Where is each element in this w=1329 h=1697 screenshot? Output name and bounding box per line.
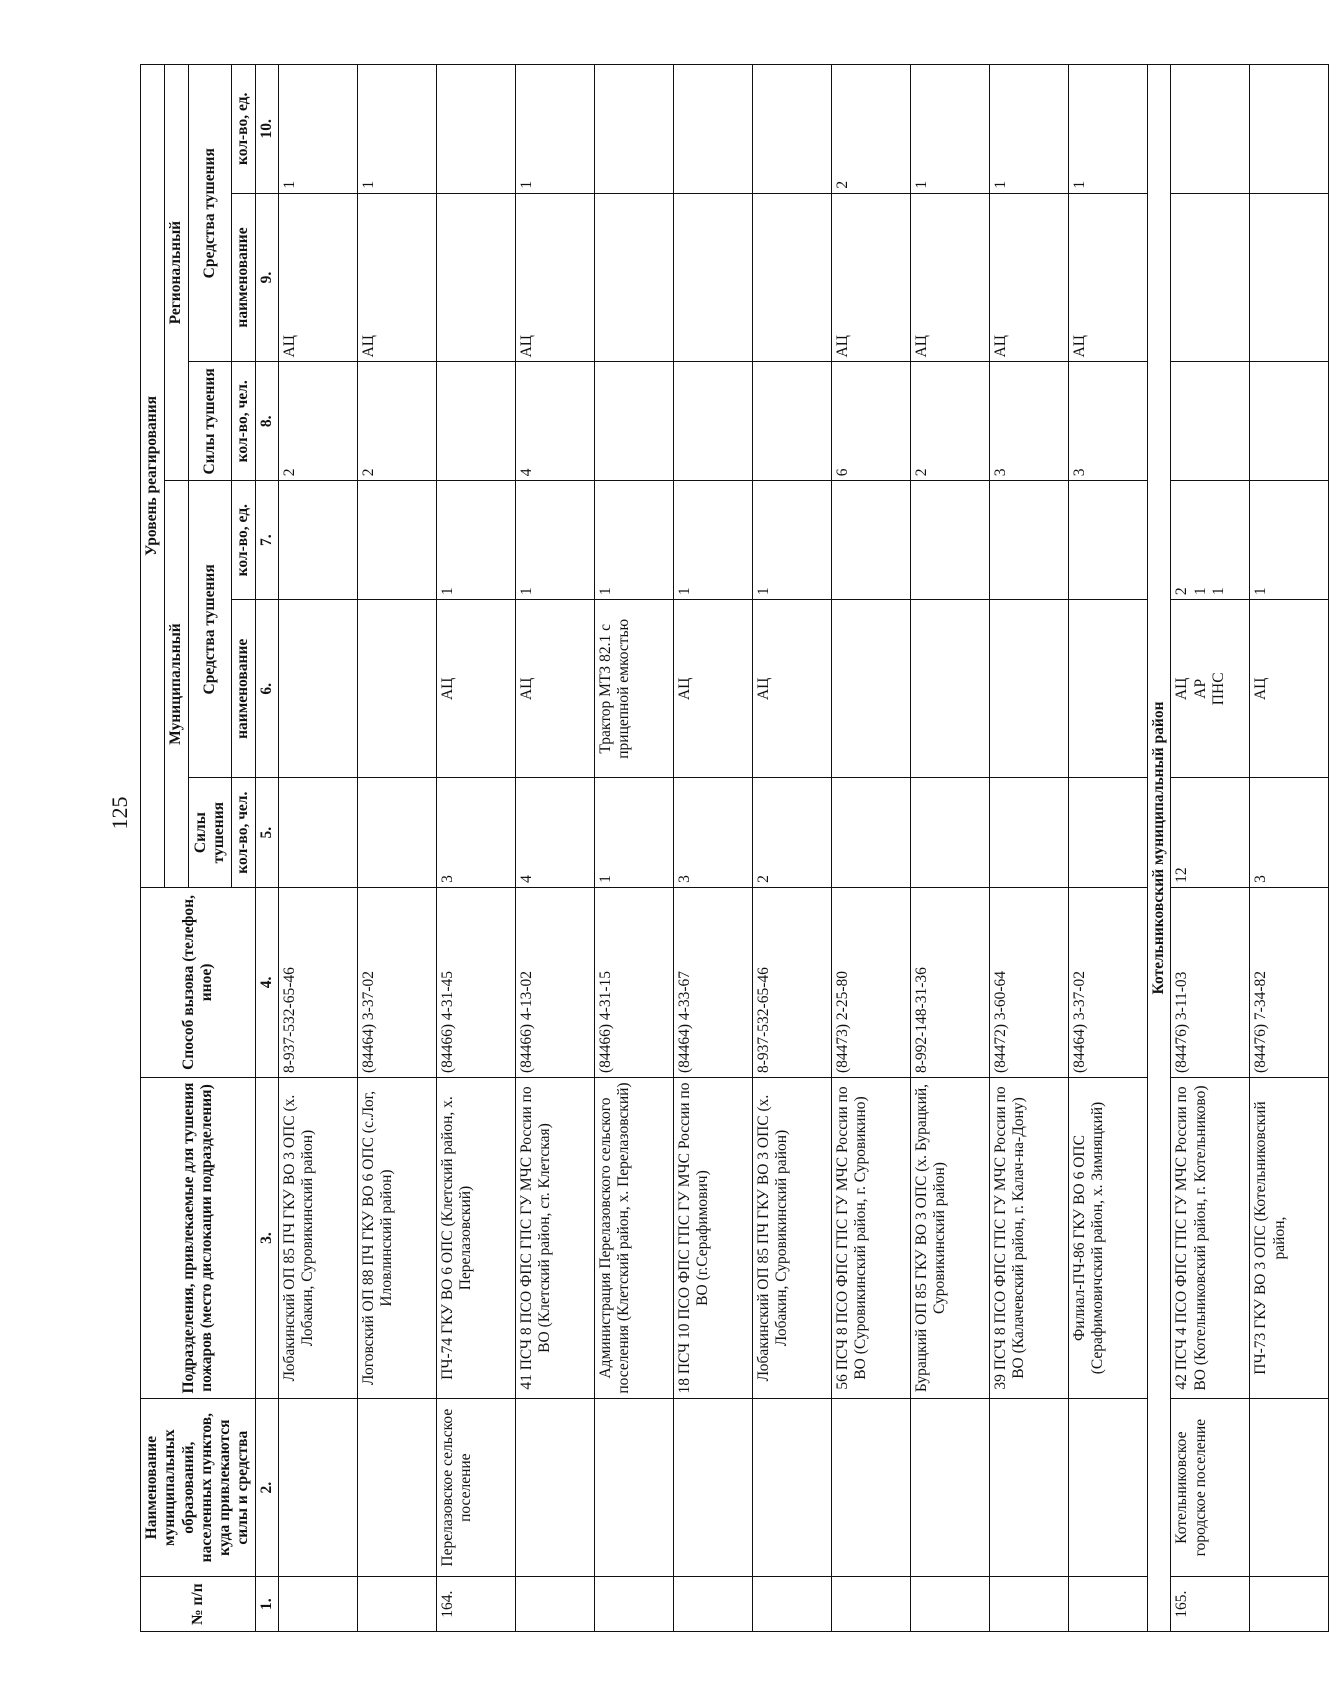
cell-mun	[673, 1399, 752, 1577]
cell-m-forces	[989, 778, 1068, 887]
cell-m-qty	[910, 481, 989, 600]
cell-m-qty: 1	[752, 481, 831, 600]
table-row	[594, 65, 673, 1632]
cell-r-name	[752, 193, 831, 362]
cell-m-forces: 2	[752, 778, 831, 887]
cell-m-name	[910, 600, 989, 778]
cell-unit: 42 ПСЧ 4 ПСО ФПС ГПС ГУ МЧС России по ВО (Котельниковский район, г. Котельниково)	[1171, 1078, 1250, 1399]
cell-mun	[357, 1399, 436, 1577]
cell-call: 8-937-532-65-46	[278, 887, 357, 1077]
table-row	[278, 65, 357, 1632]
cell-r-name: АЦ	[989, 193, 1068, 362]
cell-r-name	[1171, 193, 1250, 362]
cell-r-qty	[752, 65, 831, 194]
cell-r-name	[436, 193, 515, 362]
cell-m-name	[278, 600, 357, 778]
header-m-forces: Силы тушения	[188, 778, 231, 887]
cell-m-qty	[278, 481, 357, 600]
table-body-part-1	[278, 65, 1147, 1632]
cell-mun	[1068, 1399, 1147, 1577]
colnum-7: 7.	[255, 481, 278, 600]
cell-r-qty: 1	[515, 65, 594, 194]
cell-m-qty	[357, 481, 436, 600]
cell-unit: 56 ПСЧ 8 ПСО ФПС ГПС ГУ МЧС России по ВО (Суровикинский район, г. Суровикино)	[831, 1078, 910, 1399]
cell-no	[515, 1577, 594, 1632]
cell-r-qty: 1	[989, 65, 1068, 194]
table-row	[752, 65, 831, 1632]
header-r-means-qty: кол-во, ед.	[231, 65, 255, 194]
cell-r-forces: 3	[989, 362, 1068, 481]
colnum-10: 10.	[255, 65, 278, 194]
cell-mun	[752, 1399, 831, 1577]
cell-r-forces	[594, 362, 673, 481]
header-m-forces-qty: кол-во, чел.	[231, 778, 255, 887]
header-units: Подразделения, привлекаемые для тушения пожаров (место дислокации подразделения)	[141, 1078, 256, 1399]
colnum-3: 3.	[255, 1078, 278, 1399]
cell-mun	[1250, 1399, 1329, 1577]
cell-mun	[831, 1399, 910, 1577]
cell-unit: ПЧ-74 ГКУ ВО 6 ОПС (Клетский район, х. Перелазовский)	[436, 1078, 515, 1399]
page-number: 125	[107, 796, 132, 830]
table-row	[436, 65, 515, 1632]
cell-r-forces: 2	[357, 362, 436, 481]
cell-call: (84466) 4-31-15	[594, 887, 673, 1077]
cell-unit: Лобакинский ОП 85 ПЧ ГКУ ВО 3 ОПС (х. Лобакин, Суровикинский район)	[278, 1078, 357, 1399]
colnum-8: 8.	[255, 362, 278, 481]
cell-m-forces	[831, 778, 910, 887]
cell-call: (84473) 2-25-80	[831, 887, 910, 1077]
table-row	[357, 65, 436, 1632]
cell-m-forces: 3	[673, 778, 752, 887]
table-row	[910, 65, 989, 1632]
cell-m-qty: 1	[673, 481, 752, 600]
colnum-1: 1.	[255, 1577, 278, 1632]
header-r-means: Средства тушения	[188, 65, 231, 362]
header-municipality: Наименование муниципальных образований, населенных пунктов, куда привлекаются силы и средства	[141, 1399, 256, 1577]
cell-m-name: АЦ	[1250, 600, 1329, 778]
header-m-means: Средства тушения	[188, 481, 231, 778]
cell-call: (84476) 7-34-82	[1250, 887, 1329, 1077]
header-response-level: Уровень реагирования	[141, 65, 165, 888]
colnum-2: 2.	[255, 1399, 278, 1577]
cell-unit: 41 ПСЧ 8 ПСО ФПС ГПС ГУ МЧС России по ВО (Клетский район, ст. Клетская)	[515, 1078, 594, 1399]
cell-r-qty	[673, 65, 752, 194]
cell-r-name: АЦ	[910, 193, 989, 362]
table-row	[515, 65, 594, 1632]
cell-mun	[278, 1399, 357, 1577]
cell-m-name	[831, 600, 910, 778]
cell-m-qty	[1068, 481, 1147, 600]
cell-unit: Администрация Перелазовского сельского поселения (Клетский район, х. Перелазовский)	[594, 1078, 673, 1399]
cell-unit: 39 ПСЧ 8 ПСО ФПС ГПС ГУ МЧС России по ВО (Калачевский район, г. Калач-на-Дону)	[989, 1078, 1068, 1399]
cell-m-name: АЦ	[436, 600, 515, 778]
table-body-part-2	[1171, 65, 1329, 1632]
cell-r-qty: 1	[278, 65, 357, 194]
table-row	[1171, 65, 1250, 1632]
table-row	[1250, 65, 1329, 1632]
cell-mun	[515, 1399, 594, 1577]
colnum-5: 5.	[255, 778, 278, 887]
cell-r-name: АЦ	[357, 193, 436, 362]
table-row	[989, 65, 1068, 1632]
cell-r-forces: 2	[278, 362, 357, 481]
cell-m-qty: 1	[515, 481, 594, 600]
cell-r-qty: 1	[1068, 65, 1147, 194]
cell-call: (84472) 3-60-64	[989, 887, 1068, 1077]
cell-r-qty: 2	[831, 65, 910, 194]
header-municipal: Муниципальный	[164, 481, 188, 888]
cell-unit: Лобакинский ОП 85 ПЧ ГКУ ВО 3 ОПС (х. Лобакин, Суровикинский район)	[752, 1078, 831, 1399]
cell-no	[278, 1577, 357, 1632]
cell-r-forces: 3	[1068, 362, 1147, 481]
header-no: № п/п	[141, 1577, 256, 1632]
colnum-6: 6.	[255, 600, 278, 778]
rotated-table-container	[140, 64, 1288, 1632]
cell-m-forces: 3	[1250, 778, 1329, 887]
forces-table	[140, 64, 1329, 1632]
cell-r-qty: 1	[910, 65, 989, 194]
header-call: Способ вызова (телефон, иное)	[141, 887, 256, 1077]
cell-r-forces: 2	[910, 362, 989, 481]
cell-no: 165.	[1171, 1577, 1250, 1632]
cell-mun	[594, 1399, 673, 1577]
cell-m-forces: 4	[515, 778, 594, 887]
table-row	[1068, 65, 1147, 1632]
cell-no	[357, 1577, 436, 1632]
cell-no	[1250, 1577, 1329, 1632]
cell-call: 8-992-148-31-36	[910, 887, 989, 1077]
cell-r-qty	[594, 65, 673, 194]
cell-m-qty	[831, 481, 910, 600]
cell-call: (84466) 4-13-02	[515, 887, 594, 1077]
cell-unit: ПЧ-73 ГКУ ВО 3 ОПС (Котельниковский район,	[1250, 1078, 1329, 1399]
cell-call: (84466) 4-31-45	[436, 887, 515, 1077]
cell-r-name	[673, 193, 752, 362]
cell-unit: Филиал-ПЧ-86 ГКУ ВО 6 ОПС (Серафимовичский район, х. Зимняцкий)	[1068, 1078, 1147, 1399]
cell-r-forces: 6	[831, 362, 910, 481]
cell-m-name: АЦ	[515, 600, 594, 778]
cell-m-name	[1068, 600, 1147, 778]
cell-m-forces: 3	[436, 778, 515, 887]
header-r-means-name: наименование	[231, 193, 255, 362]
cell-unit: Бурацкий ОП 85 ГКУ ВО 3 ОПС (х. Бурацкий, Суровикинский район)	[910, 1078, 989, 1399]
cell-no	[831, 1577, 910, 1632]
district-band-row	[1147, 65, 1170, 1632]
cell-r-name: АЦ	[515, 193, 594, 362]
cell-m-qty: 1	[1250, 481, 1329, 600]
table-row	[831, 65, 910, 1632]
cell-r-qty	[1171, 65, 1250, 194]
cell-m-name: АЦ	[673, 600, 752, 778]
cell-r-forces	[1250, 362, 1329, 481]
cell-m-name	[357, 600, 436, 778]
cell-m-name: АЦ АР ПНС	[1171, 600, 1250, 778]
colnum-4: 4.	[255, 887, 278, 1077]
cell-m-forces: 12	[1171, 778, 1250, 887]
cell-call: (84464) 3-37-02	[357, 887, 436, 1077]
district-band: Котельниковский муниципальный район	[1147, 65, 1170, 1632]
cell-r-name	[1250, 193, 1329, 362]
cell-no	[752, 1577, 831, 1632]
header-m-means-name: наименование	[231, 600, 255, 778]
cell-no	[594, 1577, 673, 1632]
header-regional: Региональный	[164, 65, 188, 481]
cell-call: (84476) 3-11-03	[1171, 887, 1250, 1077]
cell-m-qty	[989, 481, 1068, 600]
cell-call: 8-937-532-65-46	[752, 887, 831, 1077]
cell-call: (84464) 4-33-67	[673, 887, 752, 1077]
cell-r-forces	[752, 362, 831, 481]
cell-no	[989, 1577, 1068, 1632]
cell-r-name	[594, 193, 673, 362]
cell-m-forces	[1068, 778, 1147, 887]
cell-m-forces: 1	[594, 778, 673, 887]
table-row	[673, 65, 752, 1632]
cell-r-qty	[436, 65, 515, 194]
cell-m-qty: 1	[594, 481, 673, 600]
cell-no: 164.	[436, 1577, 515, 1632]
cell-r-forces: 4	[515, 362, 594, 481]
cell-m-name	[989, 600, 1068, 778]
cell-no	[673, 1577, 752, 1632]
cell-r-qty: 1	[357, 65, 436, 194]
cell-r-forces	[1171, 362, 1250, 481]
cell-call: (84464) 3-37-02	[1068, 887, 1147, 1077]
header-r-forces-qty: кол-во, чел.	[231, 362, 255, 481]
cell-r-qty	[1250, 65, 1329, 194]
cell-mun	[989, 1399, 1068, 1577]
cell-unit: 18 ПСЧ 10 ПСО ФПС ГПС ГУ МЧС России по ВО (г.Серафимович)	[673, 1078, 752, 1399]
cell-m-qty: 1	[436, 481, 515, 600]
header-r-forces: Силы тушения	[188, 362, 231, 481]
cell-m-name: АЦ	[752, 600, 831, 778]
cell-r-forces	[673, 362, 752, 481]
header-m-means-qty: кол-во, ед.	[231, 481, 255, 600]
cell-r-name: АЦ	[831, 193, 910, 362]
cell-m-name: Трактор МТЗ 82.1 с прицепной емкостью	[594, 600, 673, 778]
cell-m-qty: 2 1 1	[1171, 481, 1250, 600]
cell-mun: Перелазовское сельское поселение	[436, 1399, 515, 1577]
cell-m-forces	[278, 778, 357, 887]
cell-unit: Логовский ОП 88 ПЧ ГКУ ВО 6 ОПС (с.Лог, Иловлинский район)	[357, 1078, 436, 1399]
cell-r-forces	[436, 362, 515, 481]
cell-mun: Котельниковское городское поселение	[1171, 1399, 1250, 1577]
colnum-9: 9.	[255, 193, 278, 362]
cell-r-name: АЦ	[278, 193, 357, 362]
cell-r-name: АЦ	[1068, 193, 1147, 362]
cell-mun	[910, 1399, 989, 1577]
cell-m-forces	[357, 778, 436, 887]
cell-no	[910, 1577, 989, 1632]
cell-no	[1068, 1577, 1147, 1632]
cell-m-forces	[910, 778, 989, 887]
